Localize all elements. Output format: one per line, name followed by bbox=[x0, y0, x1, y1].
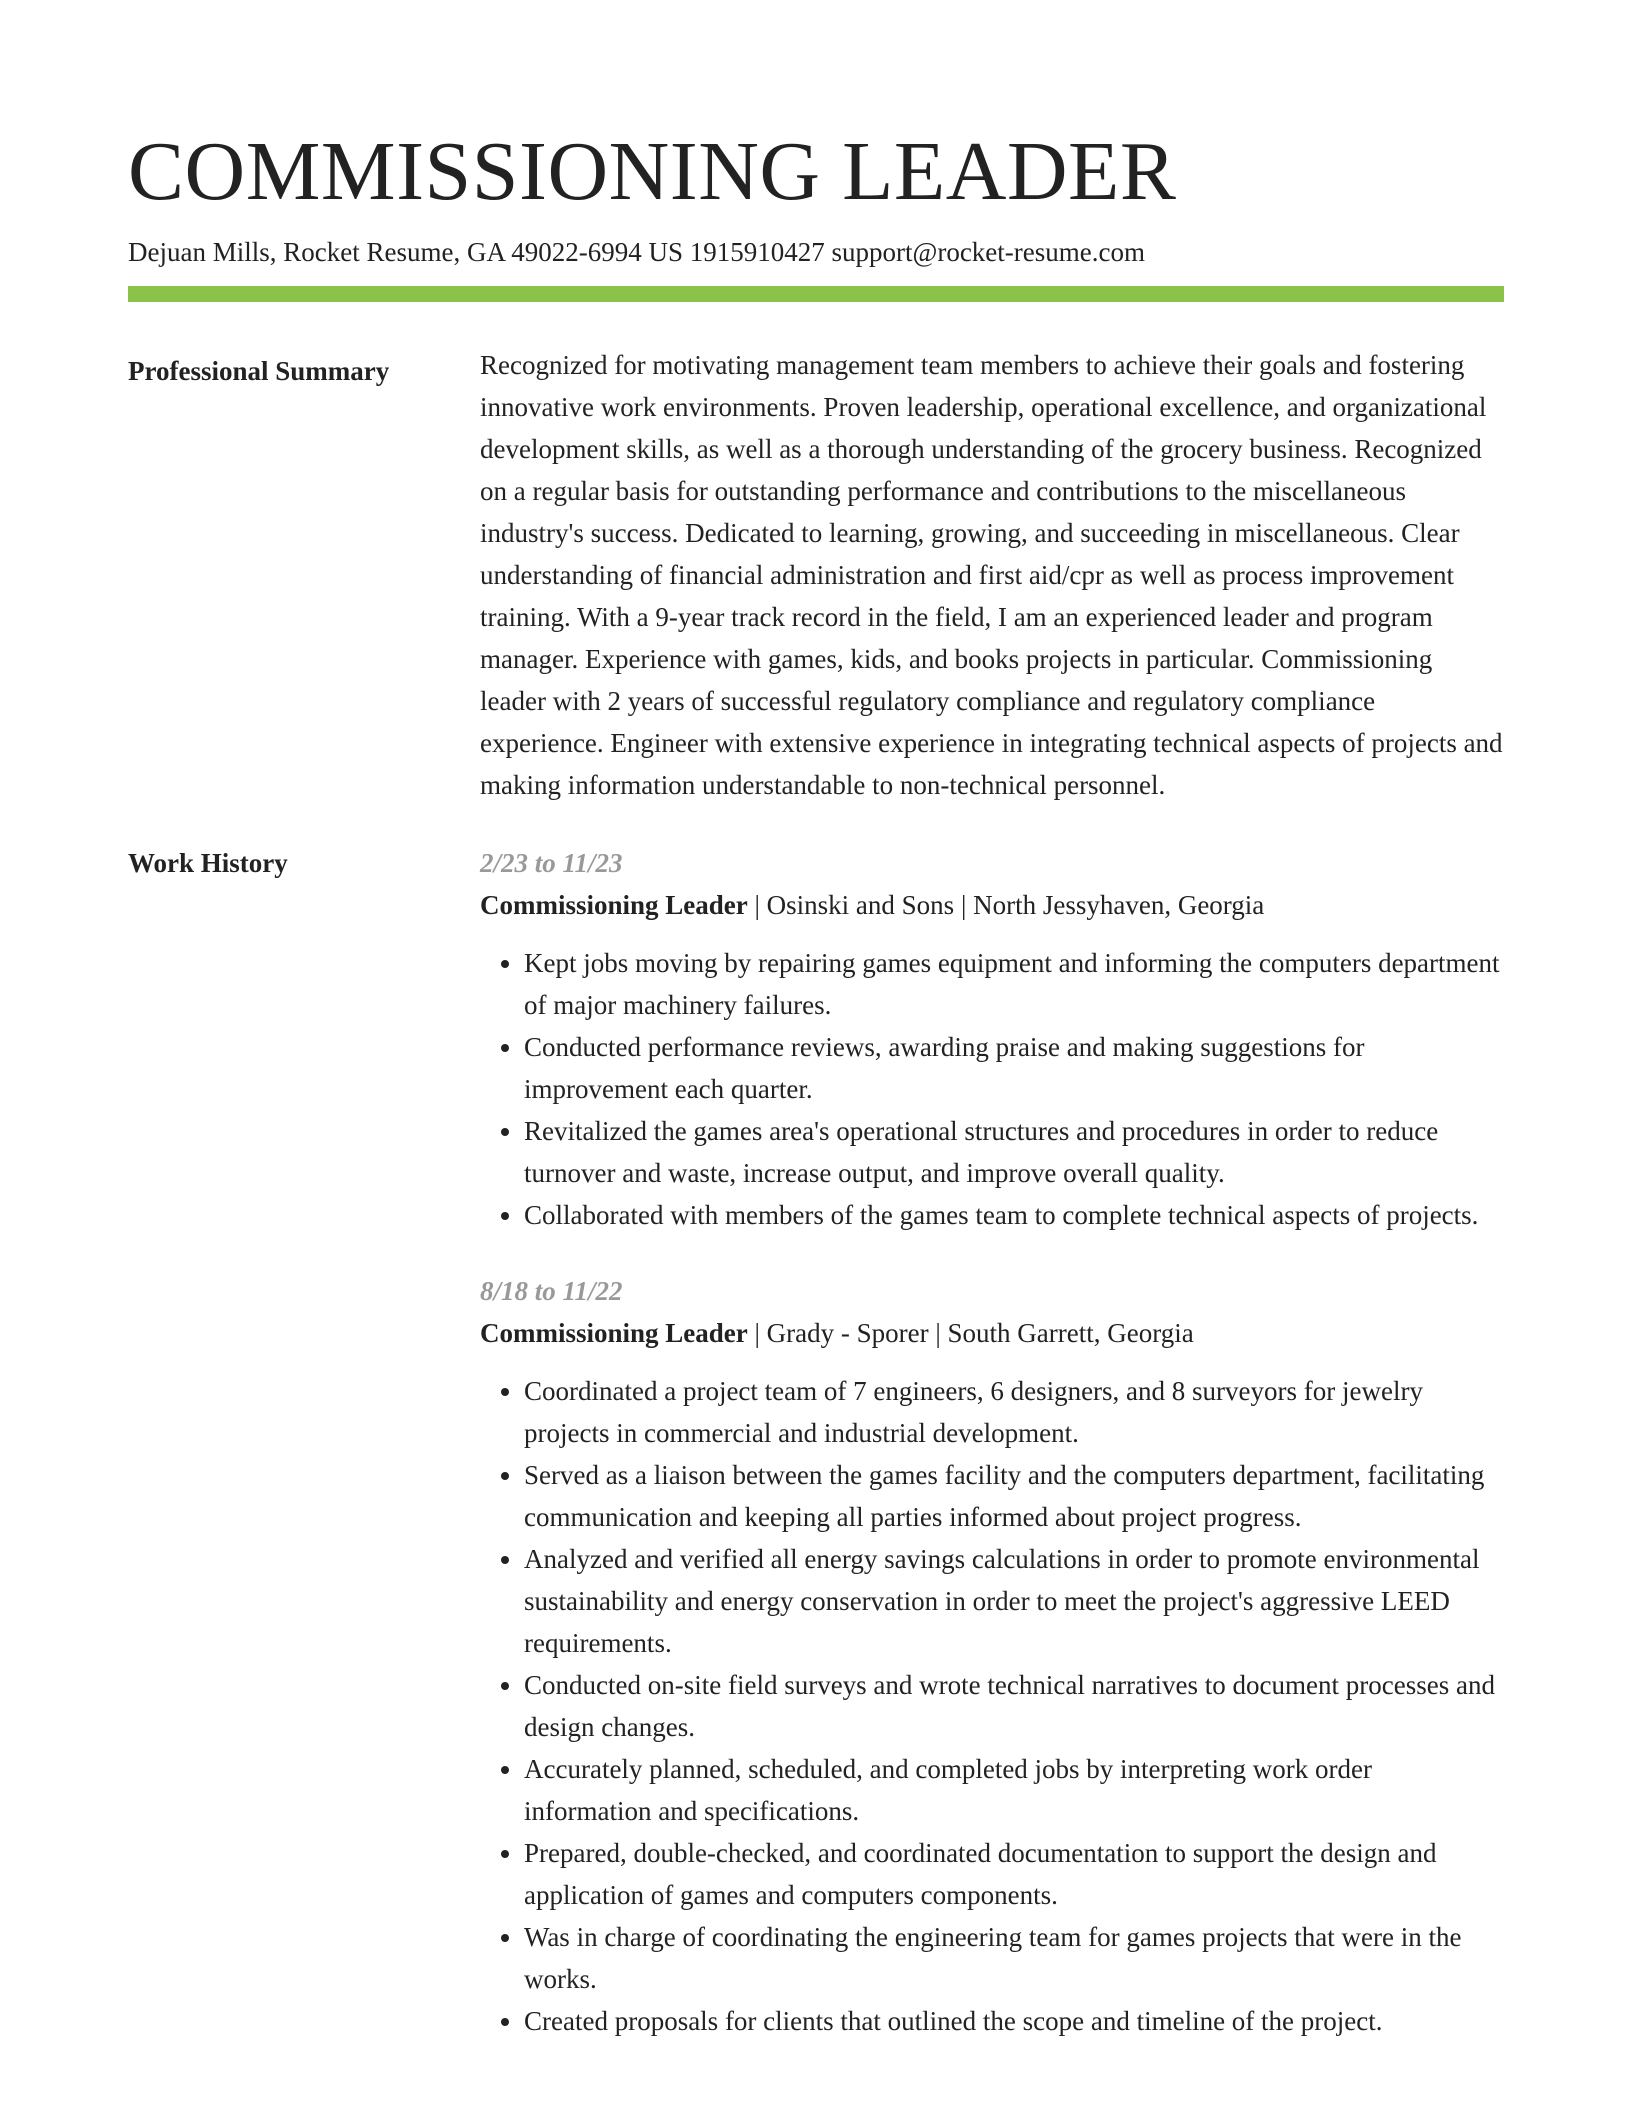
job-details: | Grady - Sporer | South Garrett, Georgia bbox=[747, 1318, 1194, 1348]
job-bullet: • Conducted performance reviews, awarding praise and making suggestions for improvement each quarter. bbox=[524, 1026, 1504, 1110]
job-entry bbox=[480, 1270, 1504, 2042]
resume-title: COMMISSIONING LEADER bbox=[128, 125, 1177, 218]
professional-summary-section bbox=[128, 350, 1504, 806]
work-history-body bbox=[480, 842, 1504, 2076]
job-bullet: • Coordinated a project team of 7 engineers, 6 designers, and 8 surveyors for jewelry projects in commercial and industrial development. bbox=[524, 1370, 1504, 1454]
contact-line: Dejuan Mills, Rocket Resume, GA 49022-6994 US 1915910427 support@rocket-resume.com bbox=[128, 237, 1145, 267]
job-heading bbox=[480, 1312, 1504, 1354]
section-label-work-history: Work History bbox=[128, 848, 288, 878]
job-bullet: • Analyzed and verified all energy savings calculations in order to promote environmental sustainability and energy conservation in order to meet the project's aggressive LEED requirements. bbox=[524, 1538, 1504, 1664]
job-bullet: • Revitalized the games area's operational structures and procedures in order to reduce turnover and waste, increase output, and improve overall quality. bbox=[524, 1110, 1504, 1194]
job-entry bbox=[480, 842, 1504, 1236]
job-title: Commissioning Leader bbox=[480, 890, 748, 920]
job-bullets bbox=[480, 942, 1504, 1236]
accent-divider bbox=[128, 286, 1504, 302]
summary-body bbox=[480, 350, 1504, 806]
job-bullet: • Prepared, double-checked, and coordinated documentation to support the design and application of games and computers components. bbox=[524, 1832, 1504, 1916]
job-bullet: • Created proposals for clients that outlined the scope and timeline of the project. bbox=[524, 2000, 1504, 2042]
job-bullet: • Accurately planned, scheduled, and completed jobs by interpreting work order information and specifications. bbox=[524, 1748, 1504, 1832]
job-details: | Osinski and Sons | North Jessyhaven, Georgia bbox=[747, 890, 1265, 920]
job-title: Commissioning Leader bbox=[480, 1318, 748, 1348]
job-bullets bbox=[480, 1370, 1504, 2042]
job-bullet: • Served as a liaison between the games facility and the computers department, facilitating communication and keeping all parties informed about project progress. bbox=[524, 1454, 1504, 1538]
job-bullet: • Conducted on-site field surveys and wrote technical narratives to document processes and design changes. bbox=[524, 1664, 1504, 1748]
job-heading bbox=[480, 884, 1504, 926]
job-dates: 2/23 to 11/23 bbox=[480, 848, 623, 878]
job-dates: 8/18 to 11/22 bbox=[480, 1276, 623, 1306]
resume-page bbox=[128, 0, 1504, 2076]
work-history-section bbox=[128, 842, 1504, 2076]
job-bullet: • Kept jobs moving by repairing games equipment and informing the computers department of major machinery failures. bbox=[524, 942, 1504, 1026]
summary-text: Recognized for motivating management team members to achieve their goals and fostering innovative work environments. Proven leadership, operational excellence, and organizational development skills, as well as a thorough understanding of the grocery business. Recognized on a regular basis for outstanding performance and contributions to the miscellaneous industry's success. Dedicated to learning, growing, and succeeding in miscellaneous. Clear understanding of financial administration and first aid/cpr as well as process improvement training. With a 9-year track record in the field, I am an experienced leader and program manager. Experience with games, kids, and books projects in particular. Commissioning leader with 2 years of successful regulatory compliance and regulatory compliance experience. Engineer with extensive experience in integrating technical aspects of projects and making information understandable to non-technical personnel. bbox=[480, 350, 1503, 800]
job-bullet: • Collaborated with members of the games team to complete technical aspects of projects. bbox=[524, 1194, 1504, 1236]
section-label-professional-summary: Professional Summary bbox=[128, 356, 390, 386]
job-bullet: • Was in charge of coordinating the engineering team for games projects that were in the works. bbox=[524, 1916, 1504, 2000]
